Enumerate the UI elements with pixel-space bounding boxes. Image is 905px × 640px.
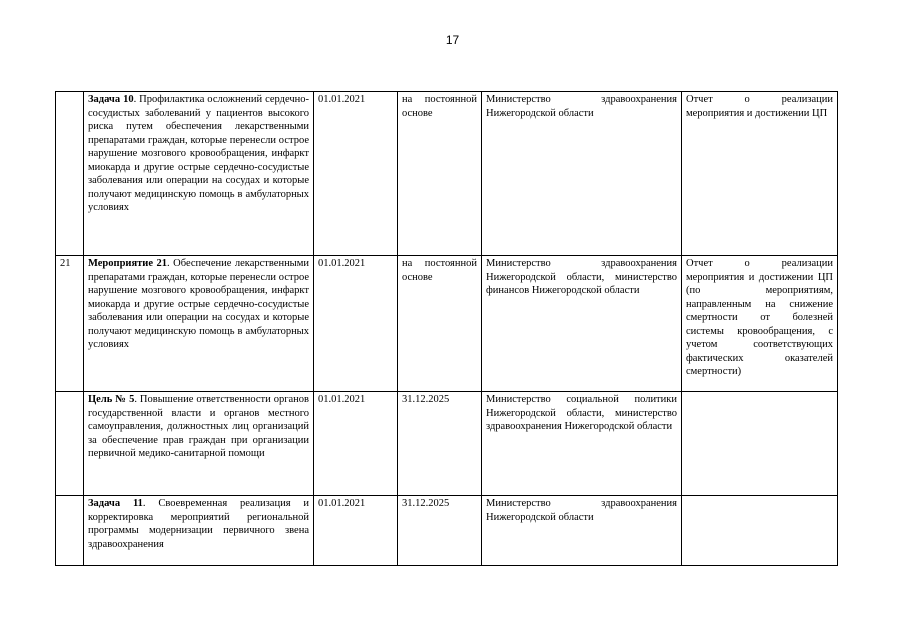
row-number: [56, 392, 84, 496]
plan-table: [55, 91, 838, 566]
table-row: [56, 92, 838, 256]
row-end-date: 31.12.2025: [398, 496, 482, 566]
row-description: Задача 11. Своевременная реализация и корректировка мероприятий региональной программы модернизации первичного звена здравоохранения: [84, 496, 314, 566]
row-result: Отчет о реализации мероприятия и достижении ЦП (по мероприятиям, направленным на снижение смертности от болезней системы кровообращения, с учетом соответствующих фактических оказателей смертности): [682, 256, 838, 392]
row-end-date: на постоянной основе: [398, 256, 482, 392]
row-start-date: 01.01.2021: [314, 392, 398, 496]
row-description: Мероприятие 21. Обеспечение лекарственными препаратами граждан, которые перенесли острое нарушение мозгового кровообращения, инфаркт миокарда и другие острые сердечно-сосудистые заболевания или операции на сосудах и которые получают медицинскую помощь в амбулаторных условиях: [84, 256, 314, 392]
row-text: Повышение ответственности органов государственной власти и органов местного самоуправления, должностных лиц организаций за обеспечение прав граждан при организации первичной медико-санитарной помощи: [88, 394, 310, 459]
row-description: Задача 10. Профилактика осложнений сердечно-сосудистых заболеваний у пациентов высокого риска путем обеспечения лекарственными препаратами граждан, которые перенесли острое нарушение мозгового кровообращения, инфаркт миокарда и другие острые сердечно-сосудистые заболевания или операции на сосудах и которые получают медицинскую помощь в амбулаторных условиях: [84, 92, 314, 256]
row-result: Отчет о реализации мероприятия и достижении ЦП: [682, 92, 838, 256]
row-responsible: Министерство здравоохранения Нижегородской области, министерство финансов Нижегородской области: [482, 256, 682, 392]
row-start-date: 01.01.2021: [314, 496, 398, 566]
row-responsible: Министерство здравоохранения Нижегородской области: [482, 92, 682, 256]
row-title: Цель № 5: [88, 394, 135, 405]
page-number: 17: [445, 33, 460, 47]
row-result: [682, 496, 838, 566]
row-text: Профилактика осложнений сердечно-сосудистых заболеваний у пациентов высокого риска путем обеспечения лекарственными препаратами граждан, которые перенесли острое нарушение мозгового кровообращения, инфаркт миокарда и другие острые сердечно-сосудистые заболевания или операции на сосудах и которые получают медицинскую помощь в амбулаторных условиях: [88, 94, 310, 213]
row-number: [56, 92, 84, 256]
row-text: Своевременная реализация и корректировка мероприятий региональной программы модернизации первичного звена здравоохранения: [88, 498, 309, 550]
row-end-date: на постоянной основе: [398, 92, 482, 256]
row-start-date: 01.01.2021: [314, 92, 398, 256]
row-title: Задача 10: [88, 94, 134, 105]
row-title: Мероприятие 21: [88, 258, 168, 269]
table-row: [56, 496, 838, 566]
row-description: Цель № 5. Повышение ответственности органов государственной власти и органов местного самоуправления, должностных лиц организаций за обеспечение прав граждан при организации первичной медико-санитарной помощи: [84, 392, 314, 496]
table-row: [56, 392, 838, 496]
row-number: [56, 496, 84, 566]
row-start-date: 01.01.2021: [314, 256, 398, 392]
row-text: Обеспечение лекарственными препаратами граждан, которые перенесли острое нарушение мозгового кровообращения, инфаркт миокарда и другие острые сердечно-сосудистые заболевания или операции на сосудах и которые получают медицинскую помощь в амбулаторных условиях: [88, 258, 310, 350]
row-result: [682, 392, 838, 496]
row-responsible: Министерство здравоохранения Нижегородской области: [482, 496, 682, 566]
row-number: 21: [56, 256, 84, 392]
table-row: [56, 256, 838, 392]
row-end-date: 31.12.2025: [398, 392, 482, 496]
row-responsible: Министерство социальной политики Нижегородской области, министерство здравоохранения Нижегородской области: [482, 392, 682, 496]
row-title: Задача 11: [88, 498, 143, 509]
